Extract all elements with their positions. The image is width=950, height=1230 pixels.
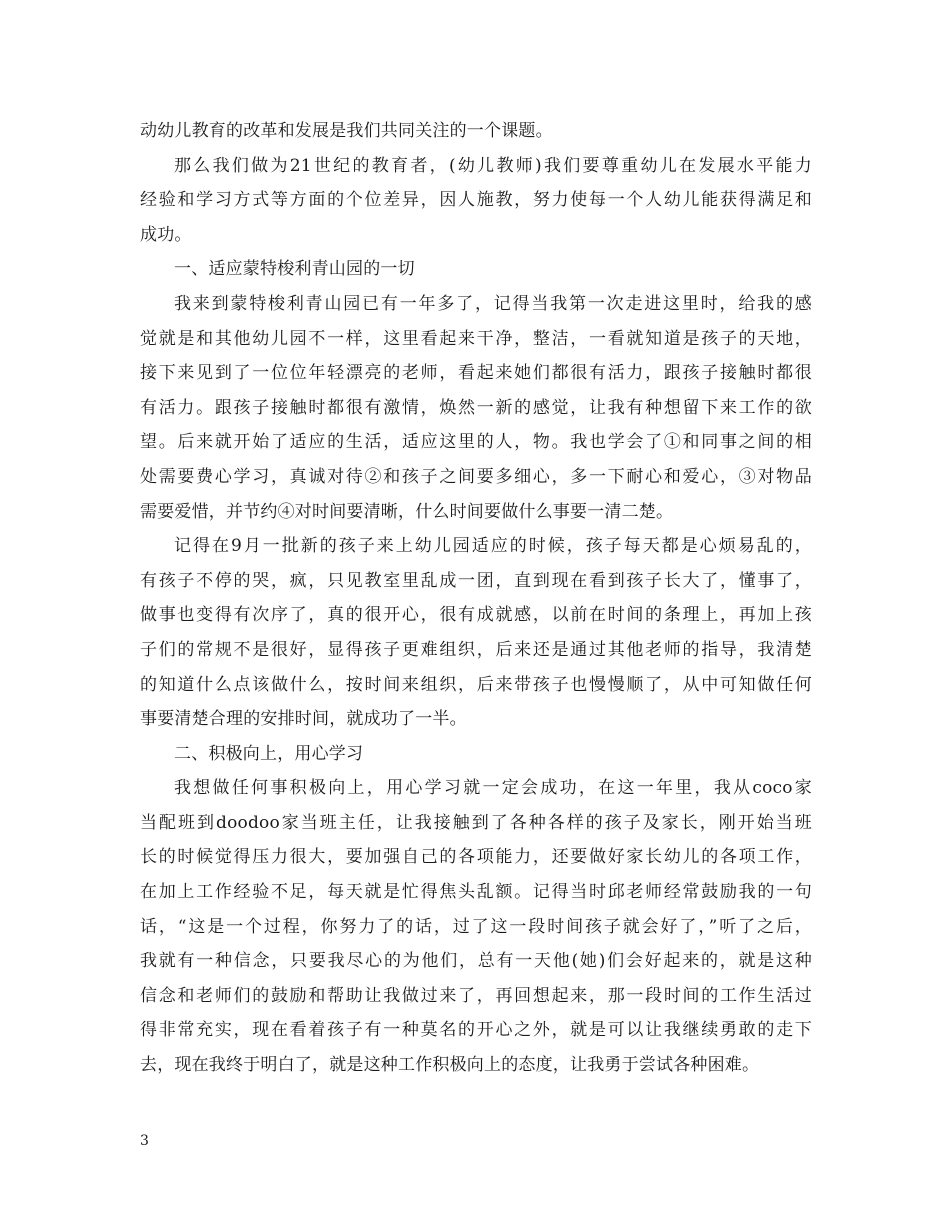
- text-line: 信念和老师们的鼓励和帮助让我做过来了，再回想起来，那一段时间的工作生活过: [140, 985, 812, 1006]
- text-line: 记得在9月一批新的孩子来上幼儿园适应的时候，孩子每天都是心烦易乱的，: [174, 536, 812, 557]
- text-line: 二、积极向上，用心学习: [174, 743, 364, 764]
- text-line: 望。后来就开始了适应的生活，适应这里的人，物。我也学会了①和同事之间的相: [140, 432, 812, 453]
- text-line: 成功。: [140, 224, 192, 245]
- text-line: 长的时候觉得压力很大，要加强自己的各项能力，还要做好家长幼儿的各项工作，: [140, 847, 812, 868]
- text-line: 的知道什么点该做什么，按时间来组织，后来带孩子也慢慢顺了，从中可知做任何: [140, 674, 812, 695]
- text-line: 话，“这是一个过程，你努力了的话，过了这一段时间孩子就会好了，”听了之后，: [140, 916, 812, 937]
- text-line: 处需要费心学习，真诚对待②和孩子之间要多细心，多一下耐心和爱心，③对物品: [140, 466, 812, 487]
- text-line: 我来到蒙特梭利青山园已有一年多了，记得当我第一次走进这里时，给我的感: [174, 293, 812, 314]
- text-line: 当配班到doodoo家当班主任，让我接触到了各种各样的孩子及家长，刚开始当班: [140, 812, 812, 833]
- text-line: 得非常充实，现在看着孩子有一种莫名的开心之外，就是可以让我继续勇敢的走下: [140, 1020, 812, 1041]
- text-line: 一、适应蒙特梭利青山园的一切: [174, 259, 415, 280]
- text-line: 在加上工作经验不足，每天就是忙得焦头乱额。记得当时邱老师经常鼓励我的一句: [140, 882, 812, 903]
- text-line: 经验和学习方式等方面的个位差异，因人施教，努力使每一个人幼儿能获得满足和: [140, 190, 812, 211]
- document-body: [140, 114, 812, 1083]
- text-line: 去，现在我终于明白了，就是这种工作积极向上的态度，让我勇于尝试各种困难。: [140, 1055, 760, 1076]
- page-number: 3: [140, 1133, 149, 1149]
- text-line: 觉就是和其他幼儿园不一样，这里看起来干净，整洁，一看就知道是孩子的天地，: [140, 328, 812, 349]
- text-line: 动幼儿教育的改革和发展是我们共同关注的一个课题。: [140, 121, 553, 141]
- text-line: 事要清楚合理的安排时间，就成功了一半。: [140, 709, 467, 730]
- text-line: 那么我们做为21世纪的教育者，(幼儿教师)我们要尊重幼儿在发展水平能力: [174, 155, 812, 176]
- text-line: 需要爱惜，并节约④对时间要清晰，什么时间要做什么事要一清二楚。: [140, 501, 674, 522]
- text-line: 做事也变得有次序了，真的很开心，很有成就感，以前在时间的条理上，再加上孩: [140, 605, 812, 626]
- text-line: 有孩子不停的哭，疯，只见教室里乱成一团，直到现在看到孩子长大了，懂事了，: [140, 570, 812, 591]
- text-line: 接下来见到了一位位年轻漂亮的老师，看起来她们都很有活力，跟孩子接触时都很: [140, 363, 812, 384]
- text-line: 我想做任何事积极向上，用心学习就一定会成功，在这一年里，我从coco家: [174, 778, 812, 799]
- text-line: 我就有一种信念，只要我尽心的为他们，总有一天他(她)们会好起来的，就是这种: [140, 951, 812, 972]
- text-line: 有活力。跟孩子接触时都很有激情，焕然一新的感觉，让我有种想留下来工作的欲: [140, 397, 812, 418]
- text-line: 子们的常规不是很好，显得孩子更难组织，后来还是通过其他老师的指导，我清楚: [140, 639, 812, 660]
